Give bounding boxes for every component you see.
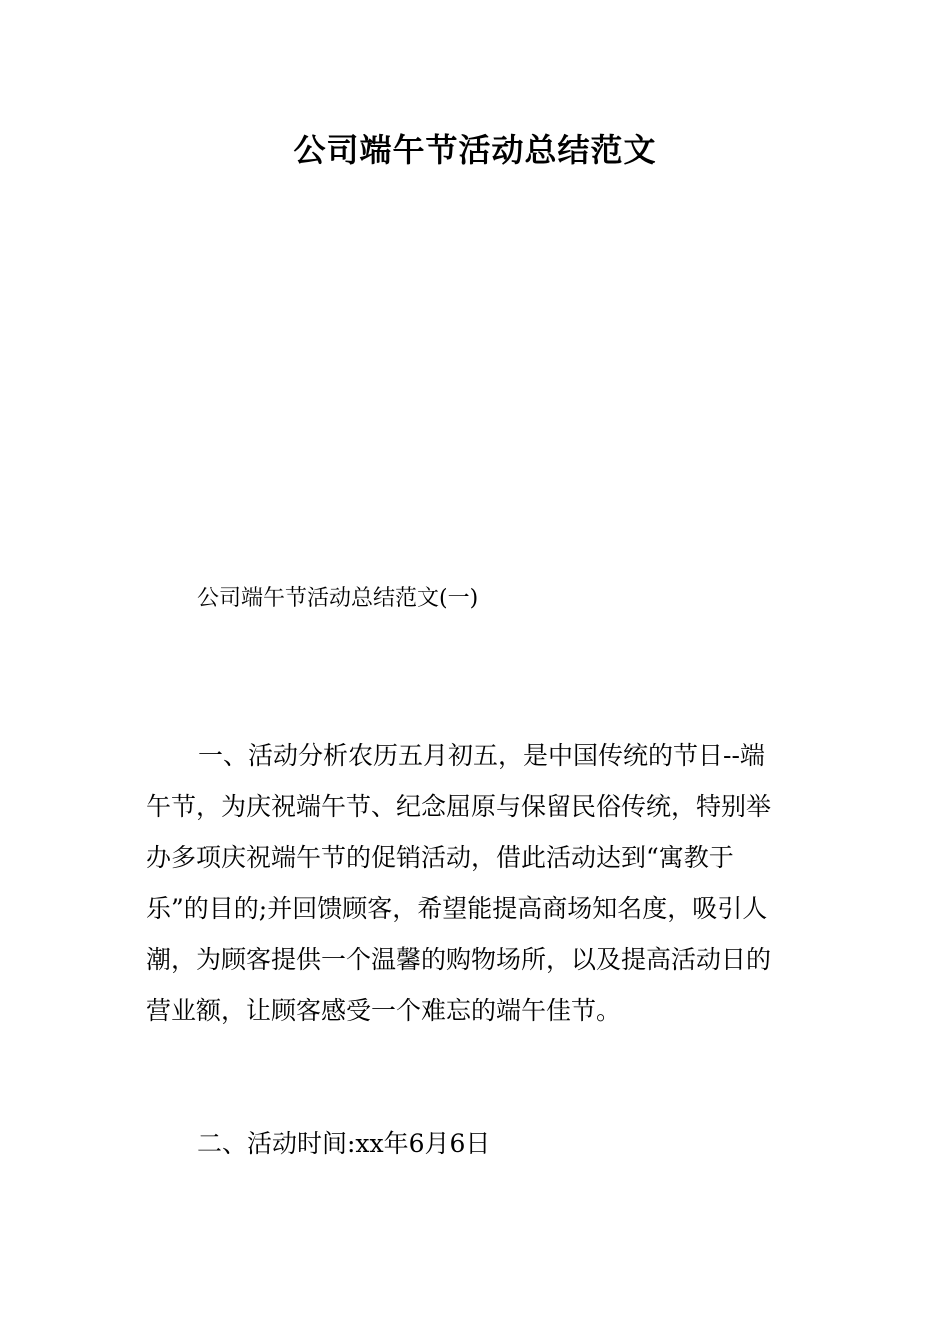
paragraph-line: 潮，为顾客提供一个温馨的购物场所，以及提高活动日的	[146, 945, 772, 974]
paragraph-line: 办多项庆祝端午节的促销活动，借此活动达到“寓教于	[146, 843, 734, 872]
document-subtitle: 公司端午节活动总结范文(一)	[197, 586, 479, 611]
document-title: 公司端午节活动总结范文	[293, 131, 657, 169]
section-2-heading: 二、活动时间:xx年6月6日	[197, 1129, 491, 1158]
paragraph-line: 营业额，让顾客感受一个难忘的端午佳节。	[146, 996, 622, 1025]
paragraph-line: 一、活动分析农历五月初五，是中国传统的节日--端	[198, 741, 765, 770]
section-1-paragraph	[146, 730, 806, 1036]
paragraph-line: 午节，为庆祝端午节、纪念屈原与保留民俗传统，特别举	[146, 792, 772, 821]
paragraph-line: 乐”的目的;并回馈顾客，希望能提高商场知名度，吸引人	[146, 894, 768, 923]
